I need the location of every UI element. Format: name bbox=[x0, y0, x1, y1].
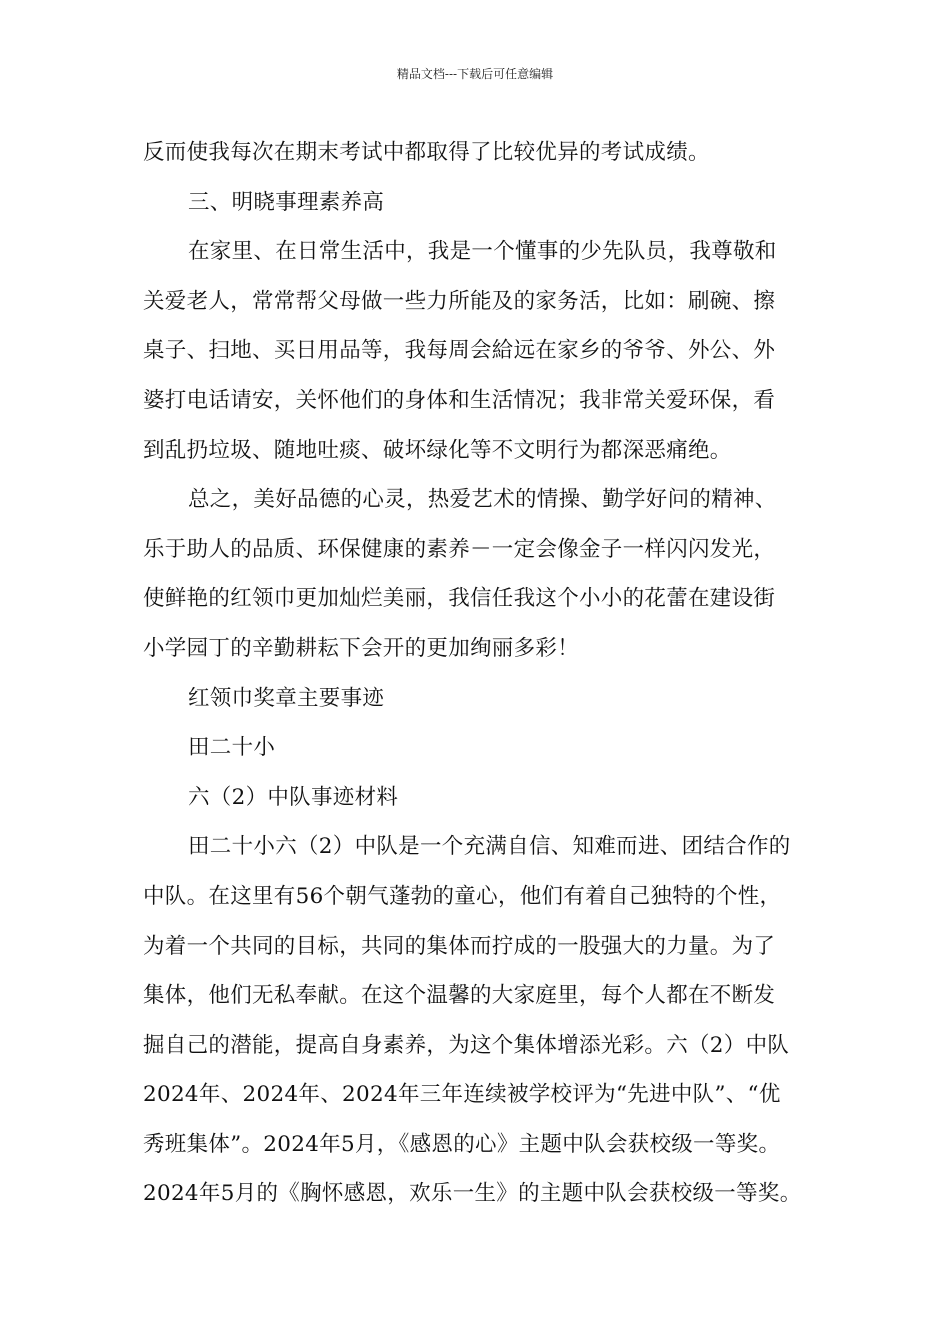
text-line: 总之，美好品德的心灵，热爱艺术的情操、勤学好问的精神、 bbox=[188, 487, 777, 513]
document-body bbox=[143, 128, 823, 1219]
text-line: 2024年5月的《胸怀感恩，欢乐一生》的主题中队会获校级一等奖。 bbox=[143, 1181, 802, 1207]
text-line: 田二十小六（2）中队是一个充满自信、知难而进、团结合作的 bbox=[188, 834, 791, 860]
text-line: 掘自己的潜能，提高自身素养，为这个集体增添光彩。六（2）中队 bbox=[143, 1032, 790, 1058]
text-line: 集体，他们无私奉献。在这个温馨的大家庭里，每个人都在不断发 bbox=[143, 983, 776, 1009]
page-header: 精品文档---下载后可任意编辑 bbox=[396, 67, 554, 81]
text-line: 关爱老人，常常帮父母做一些力所能及的家务活，比如：刷碗、擦 bbox=[143, 288, 776, 314]
text-line: 婆打电话请安，关怀他们的身体和生活情况；我非常关爱环保，看 bbox=[143, 387, 776, 413]
text-line: 在家里、在日常生活中，我是一个懂事的少先队员，我尊敬和 bbox=[188, 239, 777, 265]
text-line: 红领巾奖章主要事迹 bbox=[188, 685, 385, 711]
text-line: 为着一个共同的目标，共同的集体而拧成的一股强大的力量。为了 bbox=[143, 933, 776, 959]
text-line: 中队。在这里有56个朝气蓬勃的童心，他们有着自己独特的个性， bbox=[143, 883, 782, 909]
text-line: 六（2）中队事迹材料 bbox=[188, 784, 399, 810]
text-line: 2024年、2024年、2024年三年连续被学校评为“先进中队”、“优 bbox=[143, 1082, 781, 1108]
text-line: 秀班集体”。2024年5月，《感恩的心》主题中队会获校级一等奖。 bbox=[143, 1131, 781, 1157]
text-line: 田二十小 bbox=[188, 735, 276, 761]
text-line: 反而使我每次在期末考试中都取得了比较优异的考试成绩。 bbox=[143, 140, 710, 165]
text-line: 桌子、扫地、买日用品等，我每周会給远在家乡的爷爷、外公、外 bbox=[143, 338, 776, 364]
text-line: 乐于助人的品质、环保健康的素养－一定会像金子一样闪闪发光， bbox=[143, 536, 776, 562]
text-line: 小学园丁的辛勤耕耘下会开的更加绚丽多彩！ bbox=[143, 635, 580, 661]
text-line: 到乱扔垃圾、随地吐痰、破坏绿化等不文明行为都深恶痛绝。 bbox=[143, 437, 732, 463]
text-line: 三、明晓事理素养高 bbox=[188, 189, 385, 215]
text-line: 使鲜艳的红领巾更加灿烂美丽，我信任我这个小小的花蕾在建设街 bbox=[143, 586, 776, 612]
